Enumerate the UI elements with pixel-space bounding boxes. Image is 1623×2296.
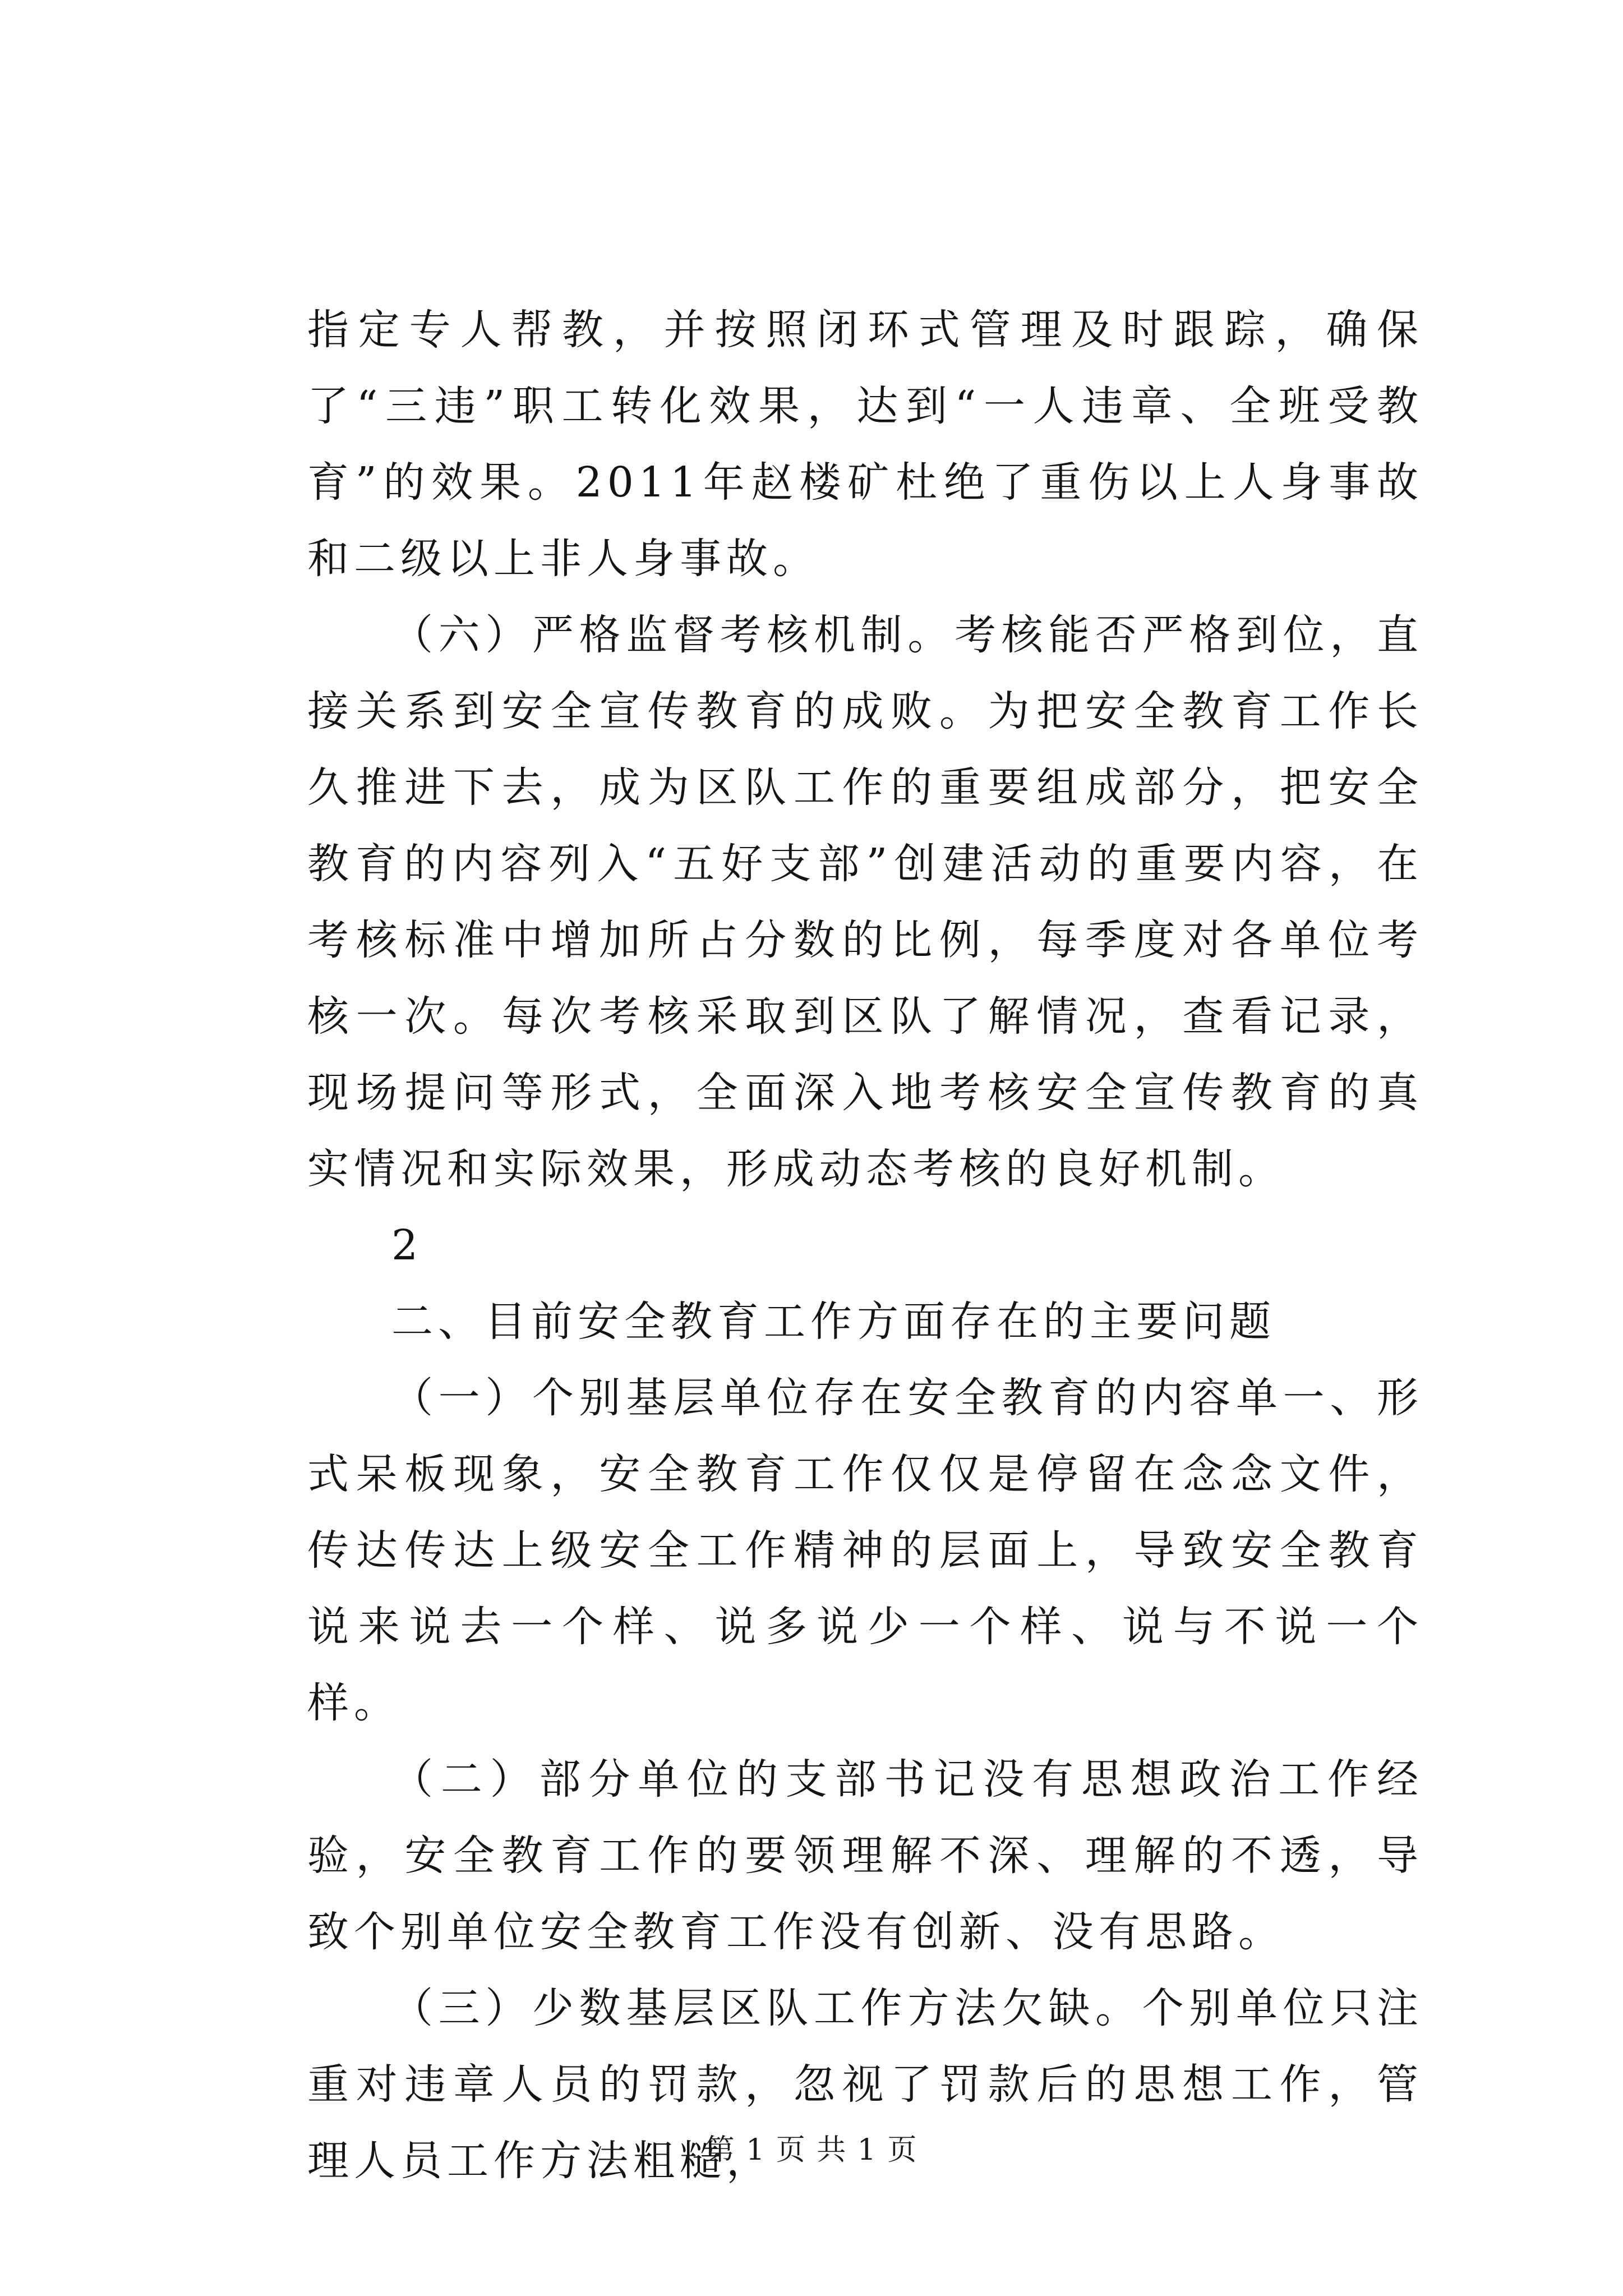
- section-heading: 二、目前安全教育工作方面存在的主要问题: [391, 1297, 1276, 1346]
- document-body: [307, 292, 1423, 2199]
- paragraph-item-6: （六）严格监督考核机制。考核能否严格到位，直接关系到安全宣传教育的成败。为把安全教育工作长久推进下去，成为区队工作的重要组成部分，把安全教育的内容列入“五好支部”创建活动的重要内容，在考核标准中增加所占分数的比例，每季度对各单位考核一次。每次考核采取到区队了解情况，查看记录，现场提问等形式，全面深入地考核安全宣传教育的真实情况和实际效果，形成动态考核的良好机制。: [307, 611, 1423, 1193]
- paragraph-number: 2: [391, 1221, 423, 1269]
- paragraph-item-1: （一）个别基层单位存在安全教育的内容单一、形式呆板现象，安全教育工作仅仅是停留在念念文件，传达传达上级安全工作精神的层面上，导致安全教育说来说去一个样、说多说少一个样、说与不说一个样。: [307, 1374, 1423, 1727]
- paragraph-item-3: （三）少数基层区队工作方法欠缺。个别单位只注重对违章人员的罚款，忽视了罚款后的思想工作，管理人员工作方法粗糙，: [307, 1984, 1423, 2185]
- paragraph-item-2: （二）部分单位的支部书记没有思想政治工作经验，安全教育工作的要领理解不深、理解的不透，导致个别单位安全教育工作没有创新、没有思路。: [307, 1755, 1423, 1956]
- page-footer: 第 1 页 共 1 页: [705, 2133, 918, 2167]
- paragraph-continuation: 指定专人帮教，并按照闭环式管理及时跟踪，确保了“三违”职工转化效果，达到“一人违章、全班受教育”的效果。2011年赵楼矿杜绝了重伤以上人身事故和二级以上非人身事故。: [307, 306, 1423, 583]
